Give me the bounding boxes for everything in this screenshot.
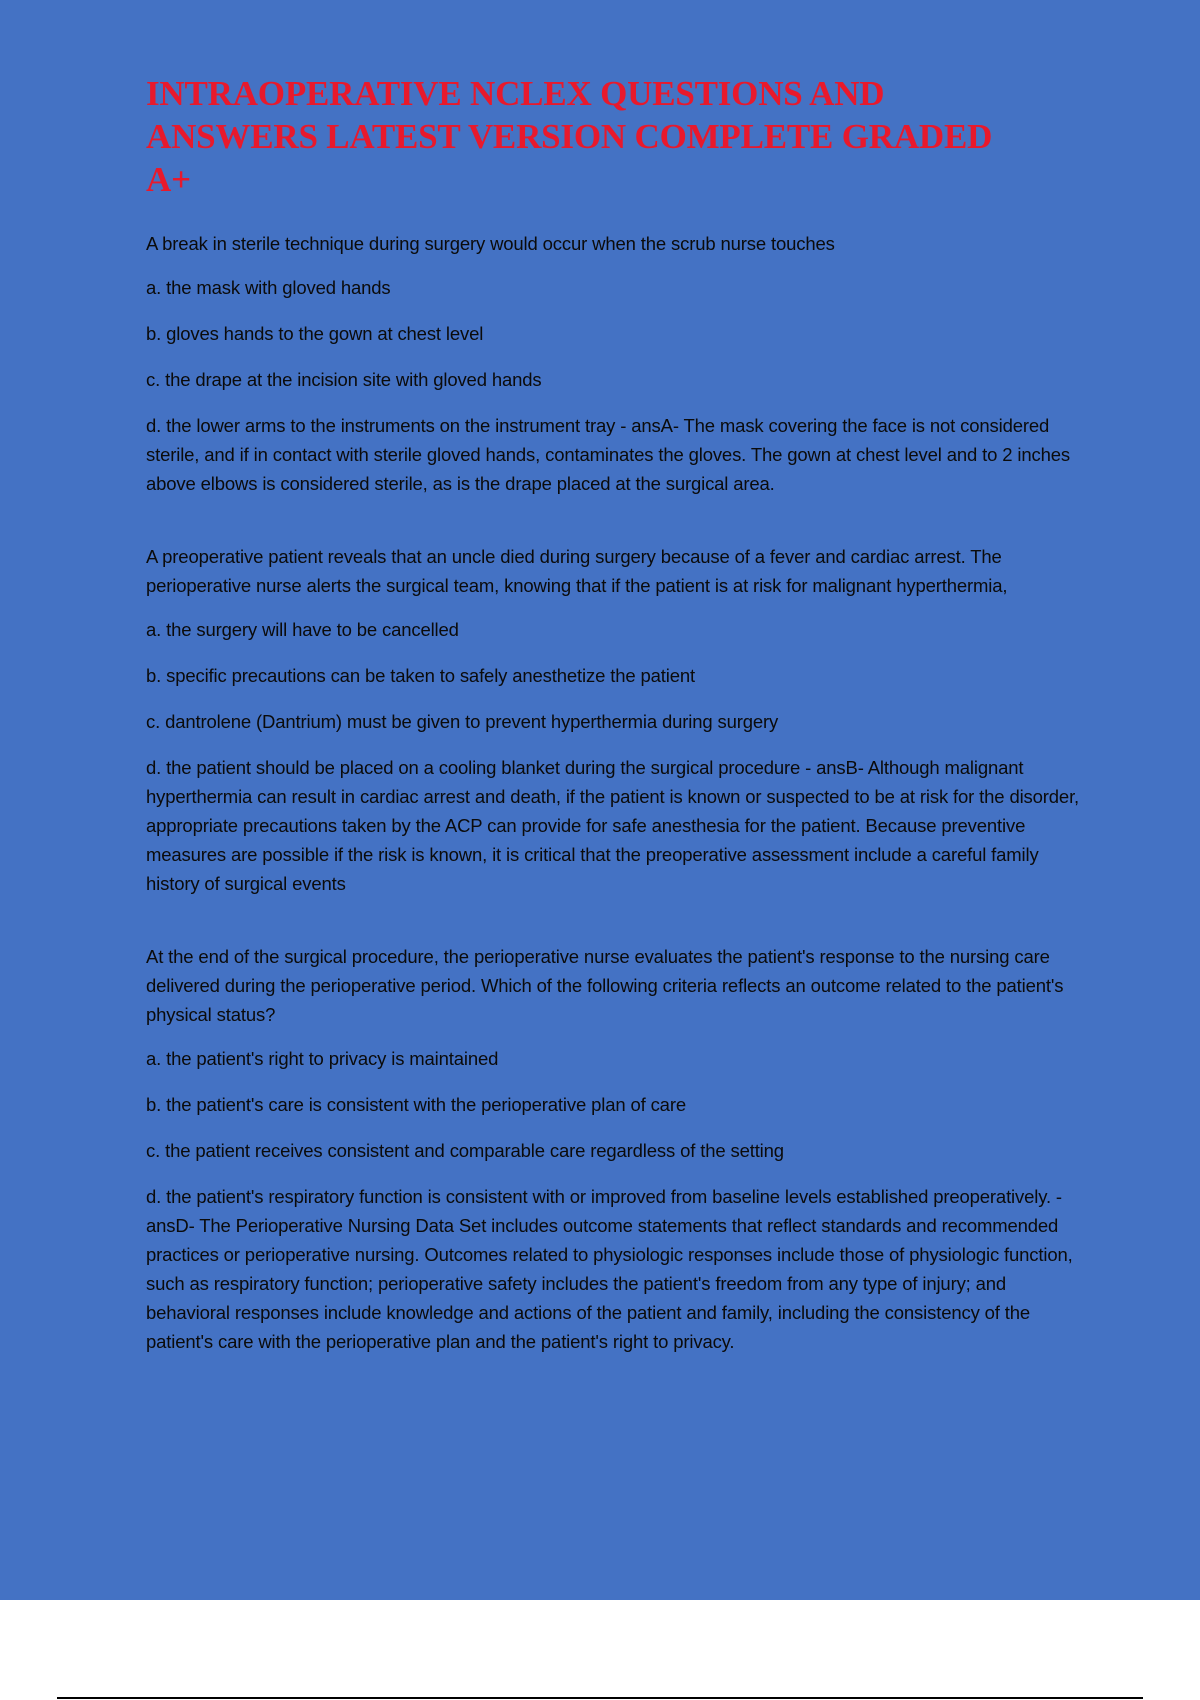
document-title	[146, 72, 1080, 201]
footer-rule	[57, 1697, 1143, 1699]
answer-option-a: a. the mask with gloved hands	[146, 277, 391, 298]
answer-option-a: a. the patient's right to privacy is maintained	[146, 1048, 499, 1069]
answer-option-d-with-rationale: d. the patient should be placed on a cooling blanket during the surgical procedure - ansB- Although malignant hyperthermia can result in cardiac arrest and death, if the patient is known or suspected to be at risk for the disorder, appropriate precautions taken by the ACP can provide for safe anesthesia for the patient. Because preventive measures are possible if the risk is known, it is critical that the preoperative assessment include a careful family history of surgical events	[146, 757, 1080, 894]
question-text: At the end of the surgical procedure, the perioperative nurse evaluates the patient's response to the nursing care delivered during the perioperative period. Which of the following criteria reflects an outcome related to the patient's physical status?	[146, 946, 1064, 1025]
answer-option-b: b. gloves hands to the gown at chest level	[146, 323, 484, 344]
answer-option-a: a. the surgery will have to be cancelled	[146, 619, 459, 640]
answer-option-c: c. the drape at the incision site with gloved hands	[146, 369, 542, 390]
title-line-3: A+	[146, 160, 191, 199]
question-text: A preoperative patient reveals that an uncle died during surgery because of a fever and cardiac arrest. The perioperative nurse alerts the surgical team, knowing that if the patient is at risk for malignant hyperthermia,	[146, 546, 1008, 596]
answer-option-c: c. dantrolene (Dantrium) must be given to prevent hyperthermia during surgery	[146, 711, 779, 732]
question-block-1	[146, 229, 1080, 498]
answer-option-d-with-rationale: d. the lower arms to the instruments on the instrument tray - ansA- The mask covering the face is not considered sterile, and if in contact with sterile gloved hands, contaminates the gloves. The gown at chest level and to 2 inches above elbows is considered sterile, as is the drape placed at the surgical area.	[146, 415, 1070, 494]
question-text: A break in sterile technique during surgery would occur when the scrub nurse touches	[146, 233, 835, 254]
answer-option-b: b. specific precautions can be taken to safely anesthetize the patient	[146, 665, 695, 686]
question-block-2	[146, 542, 1080, 898]
question-block-3	[146, 942, 1080, 1356]
title-line-2: ANSWERS LATEST VERSION COMPLETE GRADED	[146, 117, 993, 156]
answer-option-c: c. the patient receives consistent and comparable care regardless of the setting	[146, 1140, 784, 1161]
answer-option-d-with-rationale: d. the patient's respiratory function is consistent with or improved from baseline levels established preoperatively. - ansD- The Perioperative Nursing Data Set includes outcome statements that reflect standards and recommended practices or perioperative nursing. Outcomes related to physiologic responses include those of physiologic function, such as respiratory function; perioperative safety includes the patient's freedom from any type of injury; and behavioral responses include knowledge and actions of the patient and family, including the consistency of the patient's care with the perioperative plan and the patient's right to privacy.	[146, 1186, 1073, 1352]
answer-option-b: b. the patient's care is consistent with the perioperative plan of care	[146, 1094, 686, 1115]
title-line-1: INTRAOPERATIVE NCLEX QUESTIONS AND	[146, 74, 885, 113]
